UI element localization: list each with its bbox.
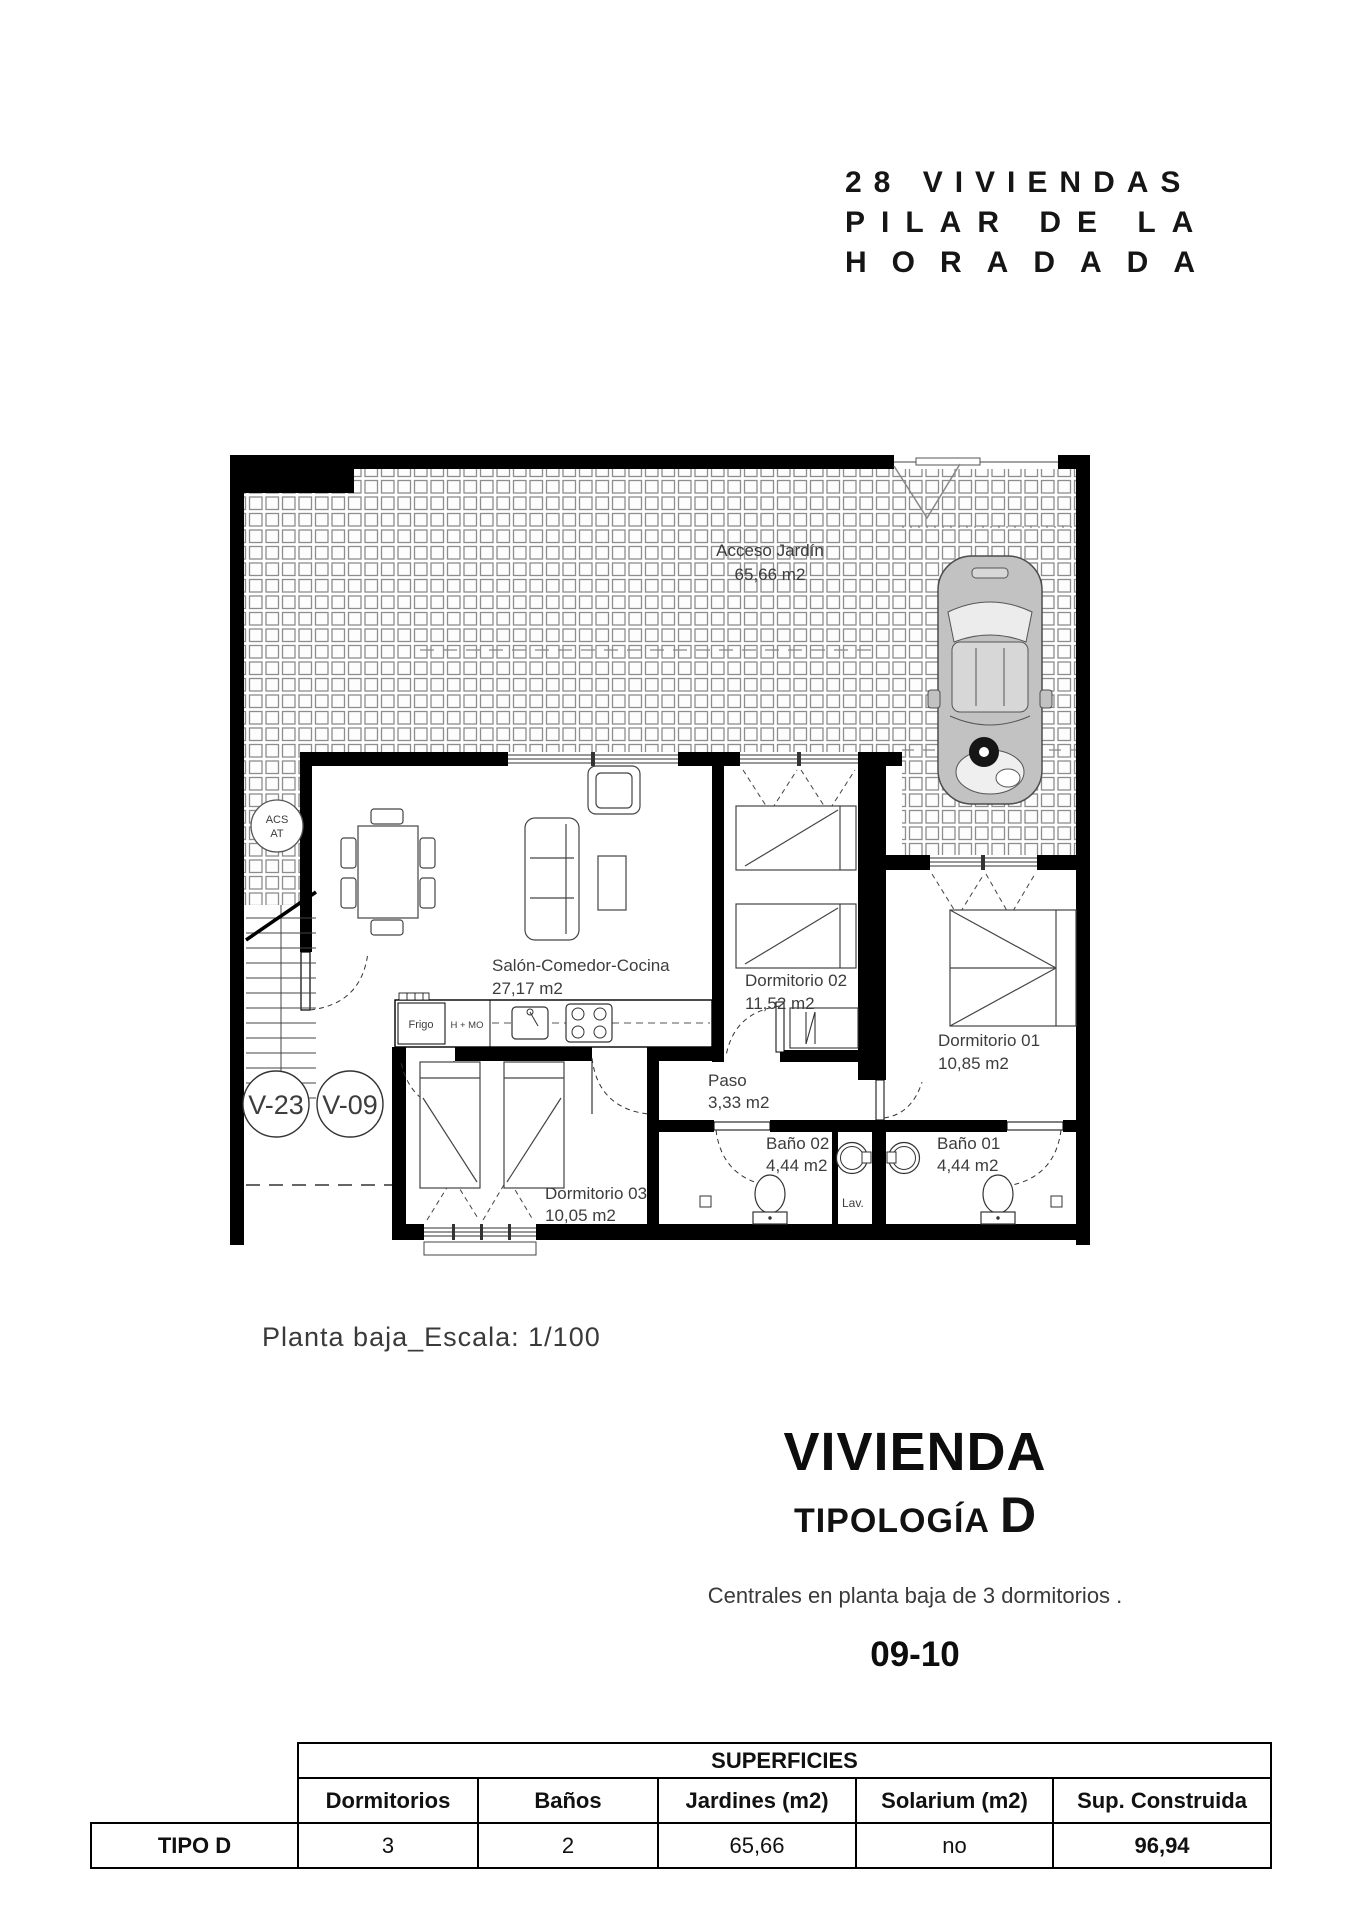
row-header-tipo-d: TIPO D: [91, 1823, 298, 1868]
col-header-dormitorios: Dormitorios: [298, 1778, 478, 1823]
bedroom2-area: 11,52 m2: [745, 994, 815, 1013]
bed-bedroom3-2: [504, 1062, 564, 1188]
typology-block: [620, 1424, 1210, 1675]
bath1-door: [1007, 1122, 1063, 1186]
col-header-jardines: Jardines (m2): [658, 1778, 856, 1823]
bed-bedroom2-1: [736, 806, 856, 870]
kitchen-hob: [566, 1004, 612, 1042]
project-title-line-2: PILAR DE LA: [845, 206, 1210, 239]
bedroom1-window: [930, 855, 1037, 870]
toilet-bath2: [755, 1175, 785, 1213]
living-area: 27,17 m2: [492, 979, 563, 998]
typology-title: VIVIENDA: [783, 1422, 1047, 1482]
bed-bedroom3-1: [420, 1062, 480, 1188]
unit-numbers: 09-10: [870, 1635, 960, 1674]
terrace-area: 65,66 m2: [734, 565, 806, 584]
typology-subtitle: [620, 1487, 1210, 1553]
laundry-label: Lav.: [842, 1196, 864, 1210]
oven-label: H + MO: [450, 1020, 484, 1031]
value-sup-construida: 96,94: [1053, 1823, 1271, 1868]
terrace-name: Acceso Jardín: [716, 541, 824, 560]
bedroom1-door: [876, 1080, 922, 1120]
bedroom3-window: [424, 1224, 536, 1255]
bedroom1-area: 10,85 m2: [938, 1054, 1009, 1073]
typology-letter: D: [999, 1487, 1037, 1543]
project-title-line-3: HORADADA: [845, 246, 1220, 279]
paso-name: Paso: [708, 1071, 747, 1090]
drain-bath2: [700, 1196, 711, 1207]
bath2-area: 4,44 m2: [766, 1156, 828, 1175]
entrance-door: [301, 952, 368, 1010]
bath2-door: [714, 1122, 770, 1186]
bedroom3-area: 10,05 m2: [545, 1206, 616, 1225]
unit-v23-label: V-23: [248, 1090, 304, 1120]
living-furniture: [341, 766, 640, 940]
value-dormitorios: 3: [298, 1823, 478, 1868]
living-paso-door: [592, 1058, 648, 1114]
fridge-label: Frigo: [408, 1019, 434, 1031]
col-header-solarium: Solarium (m2): [856, 1778, 1053, 1823]
scale-caption: Planta baja_Escala: 1/100: [262, 1322, 601, 1352]
kitchen-counter: [395, 993, 712, 1047]
bed-bedroom1: [950, 910, 1076, 1026]
bath2-name: Baño 02: [766, 1134, 830, 1153]
acs-marker: [251, 800, 303, 852]
floor-plan-svg: [228, 440, 1094, 1276]
typology-subtitle-prefix: TIPOLOGÍA: [793, 1502, 990, 1540]
acs-label-2: AT: [270, 828, 284, 840]
project-title-line-1: 28 VIVIENDAS: [845, 166, 1193, 199]
sofa: [525, 818, 579, 940]
living-name: Salón-Comedor-Cocina: [492, 956, 670, 975]
table-corner-blank: [91, 1743, 298, 1778]
bedroom1-name: Dormitorio 01: [938, 1031, 1041, 1050]
value-banos: 2: [478, 1823, 658, 1868]
dining-table: [358, 826, 418, 918]
table-corner-blank-2: [91, 1778, 298, 1823]
car-icon: [928, 556, 1052, 804]
toilet-bath1: [983, 1175, 1013, 1213]
acs-label-1: ACS: [265, 814, 289, 826]
table-row: [91, 1823, 1271, 1868]
value-jardines: 65,66: [658, 1823, 856, 1868]
living-window: [508, 752, 678, 766]
table-title: SUPERFICIES: [298, 1743, 1271, 1778]
bath1-area: 4,44 m2: [937, 1156, 999, 1175]
project-title: [845, 163, 1220, 283]
bedroom2-name: Dormitorio 02: [745, 971, 848, 990]
side-table: [598, 856, 626, 910]
bedroom2-window: [740, 752, 858, 766]
paso-area: 3,33 m2: [708, 1093, 770, 1112]
bedroom3-name: Dormitorio 03: [545, 1184, 648, 1203]
drain-bath1: [1051, 1196, 1062, 1207]
surfaces-table: [90, 1742, 1272, 1869]
unit-v09-label: V-09: [322, 1090, 378, 1120]
col-header-banos: Baños: [478, 1778, 658, 1823]
value-solarium: no: [856, 1823, 1053, 1868]
typology-description: Centrales en planta baja de 3 dormitorios .: [707, 1583, 1123, 1608]
bed-bedroom2-2: [736, 904, 856, 968]
col-header-sup-construida: Sup. Construida: [1053, 1778, 1271, 1823]
wardrobe-bedroom2: [790, 1008, 858, 1048]
unit-badges: [243, 1071, 383, 1137]
bath1-name: Baño 01: [937, 1134, 1001, 1153]
floor-plan: [228, 440, 1094, 1276]
